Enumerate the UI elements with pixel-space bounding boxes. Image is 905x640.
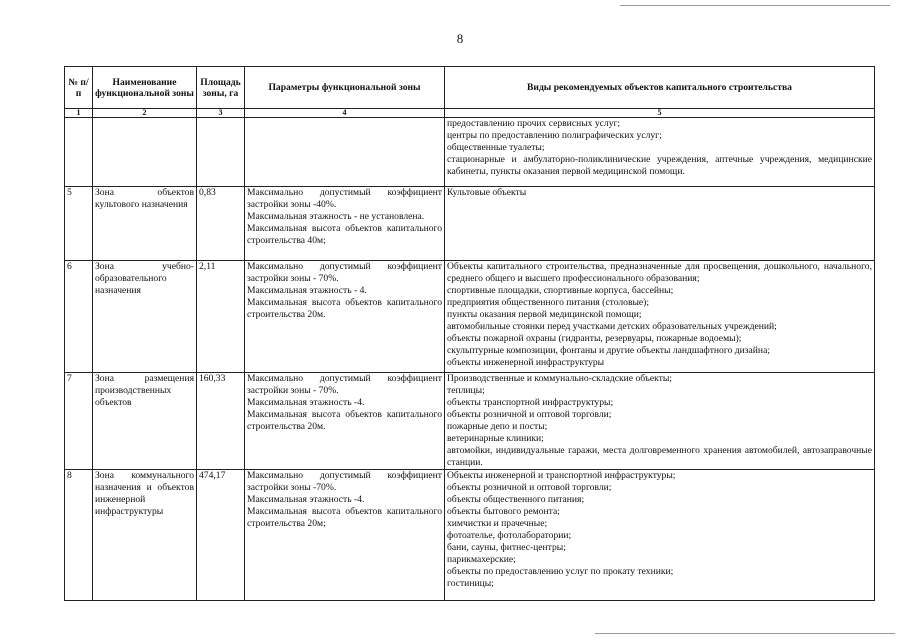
column-number: 2 [93,109,197,118]
param-item: Максимальная высота объектов капитального строительства 20м. [247,297,442,320]
header-num: № п/п [65,67,93,109]
object-item: объекты розничной и оптовой торговли; [447,482,612,493]
object-item: бани, сауны, фитнес-центры; [447,542,566,553]
param-item: Максимальная этажность - 4. [247,285,367,296]
column-number: 1 [65,109,93,118]
param-item: Максимальная высота объектов капитального строительства 20м. [247,409,442,432]
cell-zone-name [93,118,197,187]
object-item: предоставлению прочих сервисных услуг; [447,118,621,129]
table-row [65,470,875,601]
param-item: Максимальная высота объектов капитального строительства 40м; [247,223,442,246]
header-zone-params: Параметры функциональной зоны [245,67,445,109]
object-item: объекты бытового ремонта; [447,506,560,517]
object-item: пункты оказания первой медицинской помощи; [447,309,642,320]
object-item: объекты общественного питания; [447,494,585,505]
scan-edge-line-bottom [595,633,895,634]
cell-num: 6 [65,261,93,373]
object-item: автомойки, индивидуальные гаражи, места долговременного хранения автомобилей, автозаправочные станции. [447,445,872,468]
table-row [65,373,875,470]
cell-recommended-objects [445,118,875,187]
cell-num: 7 [65,373,93,470]
object-item: центры по предоставлению полиграфических услуг; [447,130,662,141]
object-item: общественные туалеты; [447,142,545,153]
table-row [65,261,875,373]
cell-zone-params [245,470,445,601]
cell-zone-area: 474,17 [197,470,245,601]
object-item: пожарные депо и посты; [447,421,548,432]
object-item: гостиницы; [447,578,494,589]
cell-zone-name: Зона объектов культового назначения [93,187,197,261]
cell-zone-name: Зона размещения производственных объектов [93,373,197,470]
cell-zone-area: 0,83 [197,187,245,261]
cell-zone-name: Зона учебно-образовательного назначения [93,261,197,373]
table-row [65,187,875,261]
cell-recommended-objects [445,187,875,261]
object-item: Культовые объекты [447,187,527,198]
object-item: Объекты инженерной и транспортной инфраструктуры; [447,470,676,481]
cell-zone-name: Зона коммунального назначения и объектов инженерной инфраструктуры [93,470,197,601]
param-item: Максимальная этажность -4. [247,494,365,505]
object-item: парикмахерские; [447,554,516,565]
header-zone-name: Наименование функциональной зоны [93,67,197,109]
page-number: 8 [456,31,464,46]
object-item: предприятия общественного питания (столовые); [447,297,650,308]
object-item: объекты розничной и оптовой торговли; [447,409,612,420]
object-item: спортивные площадки, спортивные корпуса, бассейны; [447,285,674,296]
object-item: теплицы; [447,385,485,396]
column-numbers-row [65,109,875,118]
cell-num: 8 [65,470,93,601]
cell-zone-params [245,118,445,187]
object-item: объекты пожарной охраны (гидранты, резервуары, пожарные водоемы); [447,333,742,344]
cell-zone-area: 160,33 [197,373,245,470]
table-header-row [65,67,875,109]
param-item: Максимально допустимый коэффициент застройки зоны - 70%. [247,261,442,284]
column-number: 4 [245,109,445,118]
object-item: химчистки и прачечные; [447,518,548,529]
object-item: объекты инженерной инфраструктуры [447,357,605,368]
cell-recommended-objects [445,261,875,373]
scan-edge-line-top [620,5,890,6]
cell-num: 5 [65,187,93,261]
cell-zone-area [197,118,245,187]
object-item: скульптурные композиции, фонтаны и другие объекты ландшафтного дизайна; [447,345,770,356]
column-number: 5 [445,109,875,118]
cell-zone-params [245,261,445,373]
table-row-continuation [65,118,875,187]
cell-zone-params [245,373,445,470]
param-item: Максимальная этажность -4. [247,397,365,408]
zones-table [64,66,875,601]
param-item: Максимально допустимый коэффициент застройки зоны - 70%. [247,373,442,396]
object-item: стационарные и амбулаторно-поликлинические учреждения, аптечные учреждения, медицинские кабинеты, пункты оказания первой медицинской помощи. [447,154,872,177]
param-item: Максимально допустимый коэффициент застройки зоны -40%. [247,187,442,210]
object-item: объекты транспортной инфраструктуры; [447,397,614,408]
cell-num [65,118,93,187]
column-number: 3 [197,109,245,118]
header-zone-area: Площадь зоны, га [197,67,245,109]
object-item: автомобильные стоянки перед участками детских образовательных учреждений; [447,321,777,332]
cell-recommended-objects [445,373,875,470]
object-item: Объекты капитального строительства, предназначенные для просвещения, дошкольного, начального, среднего общего и высшего профессионального образования; [447,261,872,284]
cell-zone-params [245,187,445,261]
cell-recommended-objects [445,470,875,601]
param-item: Максимальная этажность - не установлена. [247,211,425,222]
object-item: фотоателье, фотолаборатории; [447,530,572,541]
param-item: Максимальная высота объектов капитального строительства 20м; [247,506,442,529]
cell-zone-area: 2,11 [197,261,245,373]
header-recommended-objects: Виды рекомендуемых объектов капитального строительства [445,67,875,109]
object-item: объекты по предоставлению услуг по прокату техники; [447,566,674,577]
object-item: Производственные и коммунально-складские объекты; [447,373,672,384]
param-item: Максимально допустимый коэффициент застройки зоны -70%. [247,470,442,493]
object-item: ветеринарные клиники; [447,433,544,444]
